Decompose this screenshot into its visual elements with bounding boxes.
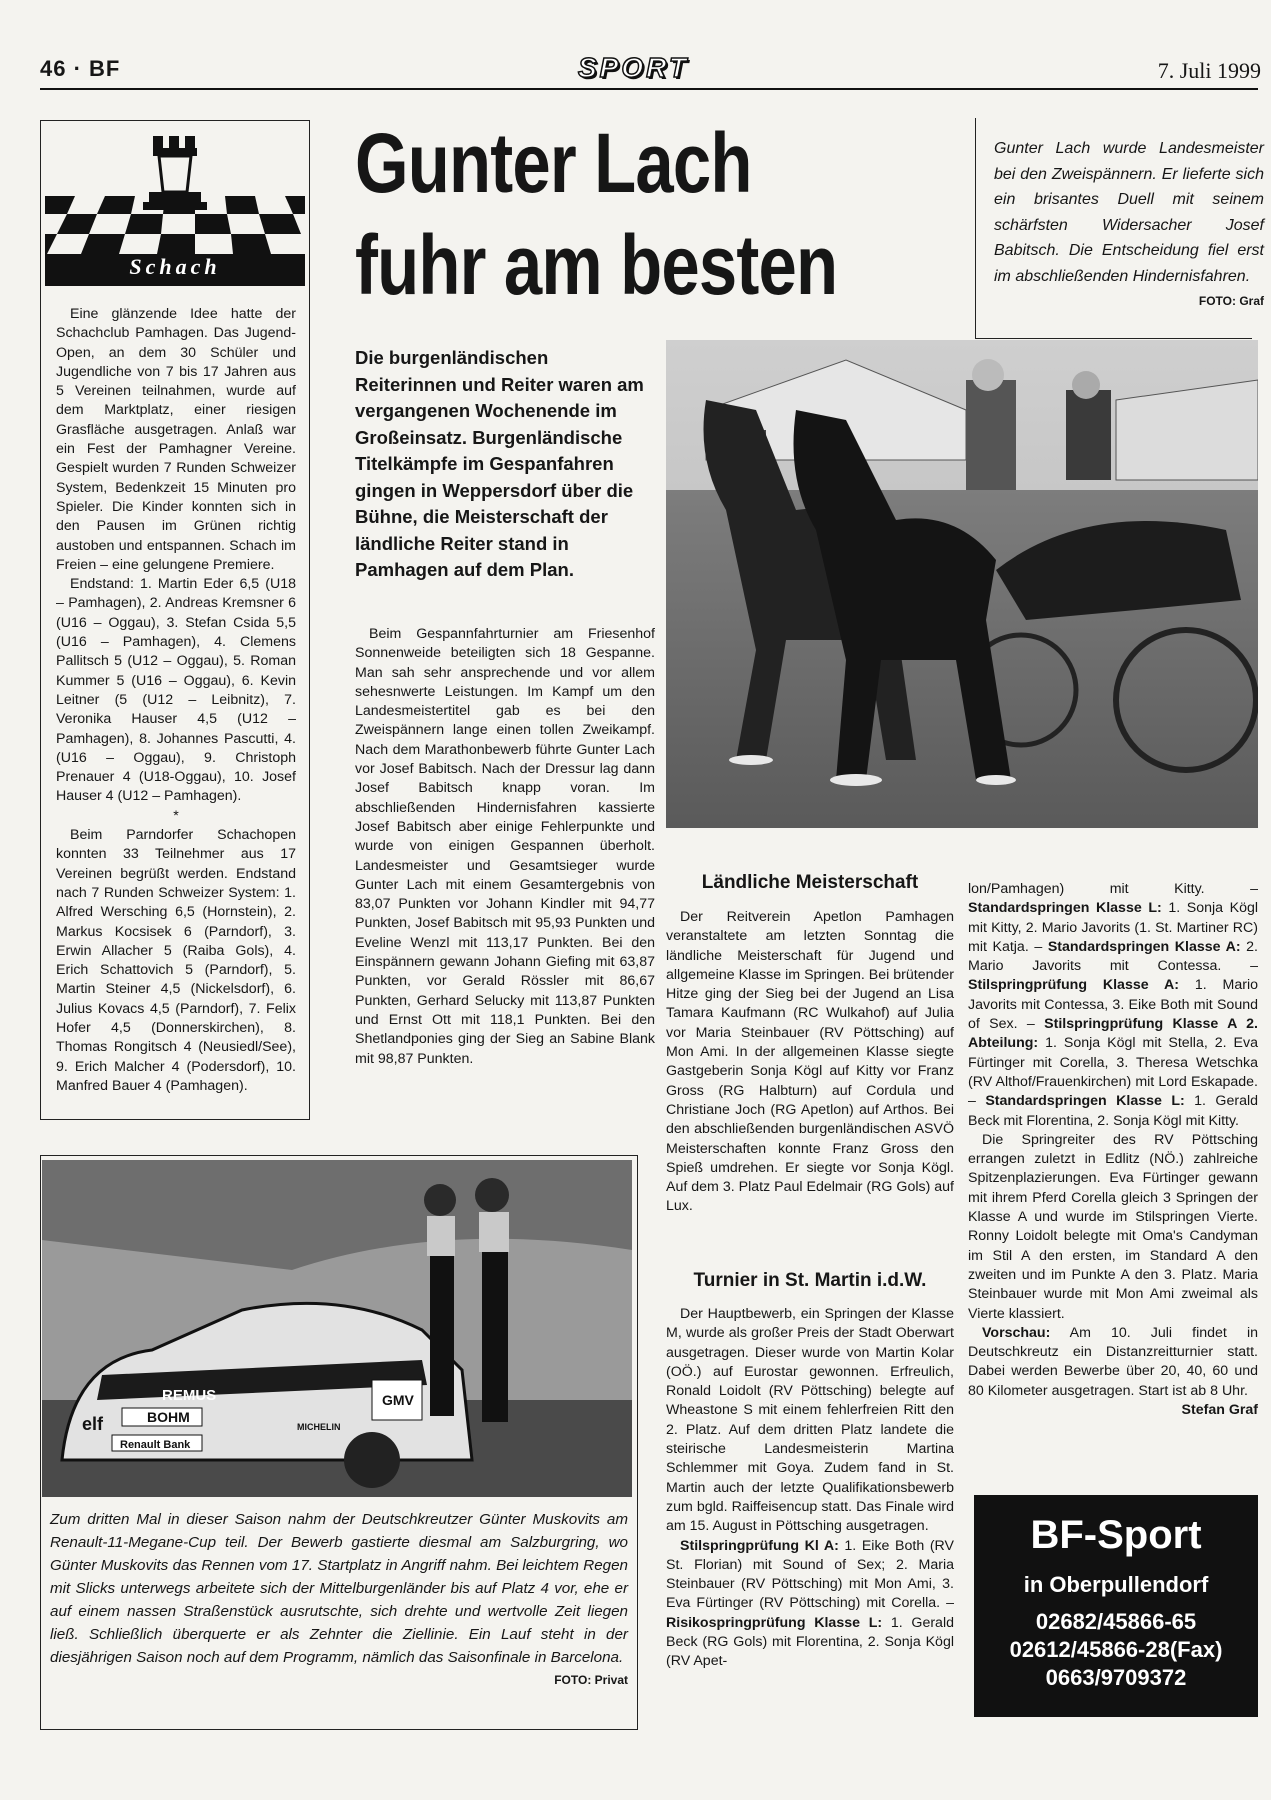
page-number: 46 · BF xyxy=(40,56,121,81)
carriage-horses-photo xyxy=(666,340,1258,828)
bf-sport-title: BF-Sport xyxy=(1030,1513,1202,1557)
turnier-result-1-label: Stilspringprüfung Kl A: xyxy=(680,1537,839,1554)
col4-start: lon/Pamhagen) mit Kitty. – xyxy=(968,881,1258,897)
subhead-turnier: Turnier in St. Martin i.d.W. xyxy=(693,1270,927,1291)
headline-line-1: Gunter Lach xyxy=(355,116,752,210)
sponsor-gmv: GMV xyxy=(382,1392,414,1408)
sponsor-bohm: BOHM xyxy=(147,1409,190,1425)
race-caption-credit: FOTO: Privat xyxy=(554,1673,628,1687)
sponsor-michelin: MICHELIN xyxy=(297,1422,341,1432)
section-title: SPORT xyxy=(578,52,689,83)
schach-paragraph-2: Endstand: 1. Martin Eder 6,5 (U18 – Pamhagen), 2. Andreas Kremsner 6 (U16 – Oggau), 3. Stefan Csida 5,5 (U16 – Pamhagen), 4. Clemens Pallitsch 5 (U12 – Oggau), 5. Roman Kummer 5 (U16 – Oggau), 6. Kevin Leitner (5 (U12 – Leibnitz), 7. Veronika Hauser 4,5 (U12 – Pamhagen), 8. Johannes Pascutti, 4. (U16 – Oggau), 9. Christoph Prenauer 4 (U18-Oggau), 10. Josef Hauser 4 (U12 – Pamhagen). xyxy=(56,576,296,805)
race-photo-caption xyxy=(50,1508,628,1692)
author-byline: Stefan Graf xyxy=(1181,1402,1258,1419)
article-lead: Die burgenländischen Reiterinnen und Reiter waren am vergangenen Wochenende im Großeinsatz. Burgenländische Titelkämpfe im Gespanfahren gingen in Weppersdorf über die Bühne, die Meisterschaft der ländliche Reiter stand in Pamhagen auf dem Plan. xyxy=(355,347,644,580)
bf-phone-fax: 02612/45866-28(Fax) xyxy=(1009,1637,1223,1662)
main-headline xyxy=(355,112,855,316)
col4-paragraph: Die Springreiter des RV Pöttsching errangen zuletzt in Edlitz (NÖ.) zahlreiche Spitzenplazierungen. Eva Fürtinger gewann mit ihrem Pferd Corella gleich 3 Springen der Klasse A und wurde im Stilspringen Vierte. Ronny Loidolt belegte mit Oma's Candyman im Stil A den ersten, im Standard A den zweiten und im Punkte A den 3. Platz. Maria Steinbauer wurde mit Mon Ami zweimal als Vierte klassiert. xyxy=(968,1131,1258,1322)
headline-line-2: fuhr am besten xyxy=(355,218,838,312)
bf-phone-1: 02682/45866-65 xyxy=(1035,1609,1197,1634)
schach-paragraph-3: Beim Parndorfer Schachopen konnten 33 Teilnehmer aus 17 Vereinen begrüßt werden. Endstand nach 7 Runden Schweizer System: 1. Alfred Wersching 6,5 (Hornstein), 2. Markus Kocsisek 6 (Parndorf), 3. Erwin Allacher 5 (Raiba Gols), 4. Erich Schattovich 5 (Parndorf), 5. Martin Steiner 4,5 (Nickelsdorf), 6. Julius Kovacs 4,5 (Parndorf), 7. Felix Hofer 4,5 (Donnerskirchen), 8. Thomas Rongitsch 4 (Neusiedl/See), 9. Erich Malcher 4 (Podersdorf), 10. Manfred Bauer 4 (Pamhagen). xyxy=(56,827,296,1094)
bf-sport-location: in Oberpullendorf xyxy=(1023,1572,1209,1597)
turnier-result-2-text: 1. Gerald Beck (RG Gols) mit Florentina, 2. Sonja Kögl (RV Apet- xyxy=(666,1614,954,1670)
schach-label: Schach xyxy=(129,254,221,279)
bf-sport-contact-box xyxy=(974,1495,1258,1717)
race-caption-text: Zum dritten Mal in dieser Saison nahm der Deutschkreutzer Günter Muskovits am Renault-11-Megane-Cup teil. Der Bewerb gastierte diesmal am Salzburgring, wo Günter Muskovits das Rennen vom 17. Startplatz in Angriff nahm. Bei leichtem Regen mit Slicks unterwegs arbeitete sich der Mittelburgenländer bis auf Platz 4 vor, ehe er auf einem nassen Straßenstück ausrutschte, sich drehte und wertvolle Zeit liegen ließ. Schließlich überquerte er als Zehnter die Ziellinie. Ein Lauf steht in der diesjährigen Saison noch auf dem Programm, nämlich das Saisonfinale in Barcelona. xyxy=(50,1511,628,1666)
preview-label: Vorschau: xyxy=(982,1324,1051,1341)
turnier-text: Der Hauptbewerb, ein Springen der Klasse M, wurde als großer Preis der Stadt Oberwart ausgetragen. Dieser wurde von Martin Kolar (OÖ.) auf Eurostar gewonnen. Erfreulich, Ronald Loidolt (RV Pöttsching) belegte auf Wheastone S mit einem fehlerfreien Ritt den 2. Platz. Auf dem dritten Platz landete die steirische Landesmeisterin Martina Schlemmer mit Goya. Zudem fand in St. Martin auch der letzte Qualifikationsbewerb zum bgld. Raiffeisencup statt. Das Finale wird am 15. August in Pöttsching ausgetragen. xyxy=(666,1306,954,1535)
main-article xyxy=(355,625,655,1069)
schach-article xyxy=(56,305,296,1096)
issue-date: 7. Juli 1999 xyxy=(1157,58,1261,83)
result-label-3: Stilspringprüfung Klasse A: xyxy=(968,977,1179,994)
subhead-laendliche: Ländliche Meisterschaft xyxy=(701,872,919,893)
result-label-2: Standardspringen Klasse A: xyxy=(1047,938,1241,955)
header-rule xyxy=(40,88,1258,90)
schach-paragraph-1: Eine glänzende Idee hatte der Schachclub Pamhagen. Das Jugend-Open, an dem 30 Schüler und Jugendliche von 7 bis 17 Jahren aus 5 Vereinen teilnahmen, wurde auf dem Marktplatz, einer riesigen Grasfläche ausgetragen. Anlaß war ein Fest der Pamhagner Vereine. Gespielt wurden 7 Runden Schweizer System, Bedenkzeit 15 Minuten pro Spieler. Die Kinder konnten sich in den Pausen im Grünen richtig austoben und entspannen. Schach im Freien – eine gelungene Premiere. xyxy=(56,306,296,573)
results-column xyxy=(968,880,1258,1420)
result-label-4: Stilspringprüfung Klasse A 2. Abteilung: xyxy=(968,1016,1258,1052)
result-label-5: Standardspringen Klasse L: xyxy=(985,1093,1185,1110)
laendliche-article xyxy=(666,908,954,1217)
bf-phone-mobile: 0663/9709372 xyxy=(1045,1665,1187,1690)
main-article-text: Beim Gespannfahrturnier am Friesenhof Sonnenweide beteiligten sich 18 Gespanne. Man sah sehr ansprechende und vor allem sehesnwerte Leistungen. Im Kampf um den Landesmeistertitel gab es bei den Zweispännern lange einen tollen Zweikampf. Nach dem Marathonbewerb führte Gunter Lach vor Josef Babitsch. Nach der Dressur lag dann Josef Babitsch knapp voran. Im abschließenden Hindernisfahren kassierte Josef Babitsch aber einige Fehlerpunkte und wurde von einigen Gespannen überholt. Landesmeister und Gesamtsieger wurde Gunter Lach mit einem Gesamtergebnis von 83,07 Punkten vor Johann Kindler mit 94,77 Punkten, Josef Babitsch mit 95,93 Punkten und Eveline Wenzl mit 113,17 Punkten. Bei den Einspännern gewann Johann Giefing mit 63,87 Punkten, vor Gerald Rössler mit 86,67 Punkten, Gerhard Selucky mit 113,87 Punkten und Ernst Ott mit 118,1 Punkten. Bei den Shetlandponies ging der Sieg an Sabine Blank mit 98,87 Punkten. xyxy=(355,626,655,1067)
turnier-article xyxy=(666,1305,954,1672)
turnier-result-2-label: Risikospringprüfung Klasse L: xyxy=(666,1614,883,1631)
sponsor-remus: REMUS xyxy=(162,1387,217,1404)
separator-star: * xyxy=(173,807,179,824)
result-label-1: Standardspringen Klasse L: xyxy=(968,900,1162,917)
sponsor-elf: elf xyxy=(82,1414,104,1434)
top-caption-credit: FOTO: Graf xyxy=(1198,294,1264,308)
result-text-5: 1. Gerald Beck mit Florentina, 2. Sonja Kögl mit Kitty. xyxy=(968,1093,1258,1129)
result-text-3: 1. Mario Javorits mit Contessa, 3. Eike Both mit Sound of Sex. – xyxy=(968,977,1258,1033)
preview-text: Am 10. Juli findet in Deutschkreutz ein Distanzreitturnier statt. Dabei werden Bewerbe über 20, 40, 60 und 80 Kilometer ausgetragen. Start ist ab 8 Uhr. xyxy=(968,1324,1258,1399)
top-caption-text: Gunter Lach wurde Landesmeister bei den Zweispännern. Er lieferte sich ein brisantes Duell mit seinem schärfsten Widersacher Josef Babitsch. Die Entscheidung fiel erst im abschließenden Hindernisfahren. xyxy=(994,140,1264,285)
result-text-2: 2. Mario Javorits mit Contessa. – xyxy=(968,938,1258,975)
race-car-photo xyxy=(42,1160,632,1497)
result-text-4: 1. Sonja Kögl mit Stella, 2. Eva Fürtinger mit Corella, 3. Theresa Wetschka (RV Althof/Frauenkirchen) mit Lord Eskapade. – xyxy=(968,1035,1258,1110)
sponsor-renault-bank: Renault Bank xyxy=(120,1439,191,1451)
top-photo-caption xyxy=(975,118,1264,339)
result-text-1: 1. Sonja Kögl mit Kitty, 2. Mario Javorits (1. St. Martiner RC) mit Katja. – xyxy=(968,900,1258,955)
laendliche-text: Der Reitverein Apetlon Pamhagen veranstaltete am letzten Sonntag die ländliche Meisterschaft für Jugend und allgemeine Klasse im Springen. Bei brütender Hitze ging der Sieg bei der Jugend an Lisa Tamara Kaufmann (RC Wulkahof) auf Julia vor Maria Steinbauer (RV Pöttsching) auf Mon Ami. In der allgemeinen Klasse siegte Gastgeberin Sonja Kögl auf Kitty vor Franz Gross (RG Halbturn) auf Cordula und Christiane Joch (RG Apetlon) auf Arthos. Bei den abschließenden burgenländischen ASVÖ Meisterschaften konnte Franz Gross den Spieß umdrehen. Er siegte vor Sonja Kögl. Auf dem 3. Platz Paul Edelmair (RG Gols) auf Lux. xyxy=(666,909,954,1215)
turnier-result-1-text: 1. Eike Both (RV St. Florian) mit Sound of Sex; 2. Maria Steinbauer (RV Pöttsching) mit Mon Ami, 3. Eva Fürtinger (RV Pöttsching) mit Corella. – xyxy=(666,1537,954,1612)
